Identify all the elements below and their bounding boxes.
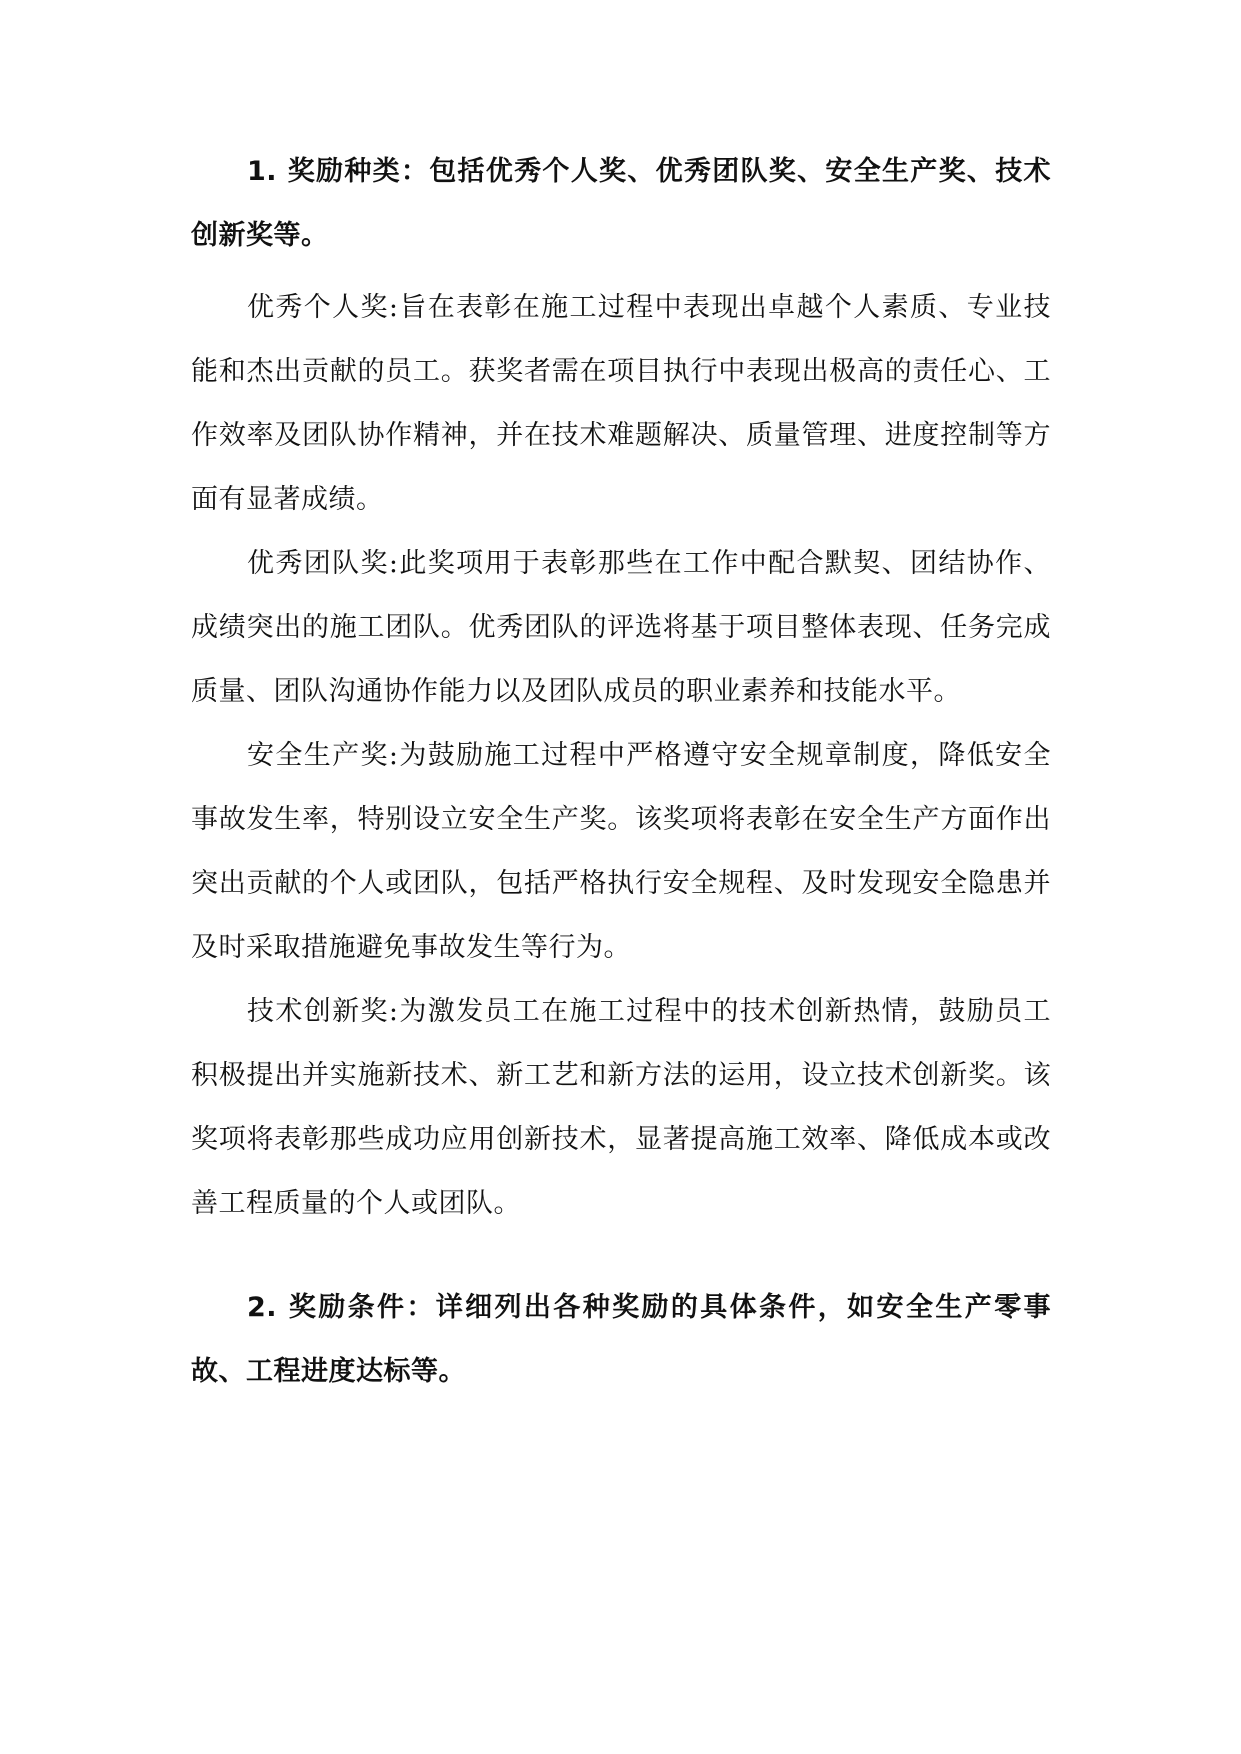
section-heading-award-conditions: 2. 奖励条件：详细列出各种奖励的具体条件，如安全生产零事故、工程进度达标等。 xyxy=(191,1292,1051,1387)
paragraph-outstanding-team-award: 优秀团队奖:此奖项用于表彰那些在工作中配合默契、团结协作、成绩突出的施工团队。优秀团队的评选将基于项目整体表现、任务完成质量、团队沟通协作能力以及团队成员的职业素养和技能水平。 xyxy=(191,548,1051,707)
document-body xyxy=(191,140,1051,1404)
paragraph-safety-production-award: 安全生产奖:为鼓励施工过程中严格遵守安全规章制度，降低安全事故发生率，特别设立安全生产奖。该奖项将表彰在安全生产方面作出突出贡献的个人或团队，包括严格执行安全规程、及时发现安全隐患并及时采取措施避免事故发生等行为。 xyxy=(191,740,1051,963)
section-heading-award-types: 1. 奖励种类：包括优秀个人奖、优秀团队奖、安全生产奖、技术创新奖等。 xyxy=(191,156,1051,251)
paragraph-technical-innovation-award: 技术创新奖:为激发员工在施工过程中的技术创新热情，鼓励员工积极提出并实施新技术、新工艺和新方法的运用，设立技术创新奖。该奖项将表彰那些成功应用创新技术，显著提高施工效率、降低成本或改善工程质量的个人或团队。 xyxy=(191,996,1051,1219)
paragraph-outstanding-individual-award: 优秀个人奖:旨在表彰在施工过程中表现出卓越个人素质、专业技能和杰出贡献的员工。获奖者需在项目执行中表现出极高的责任心、工作效率及团队协作精神，并在技术难题解决、质量管理、进度控制等方面有显著成绩。 xyxy=(191,292,1051,515)
